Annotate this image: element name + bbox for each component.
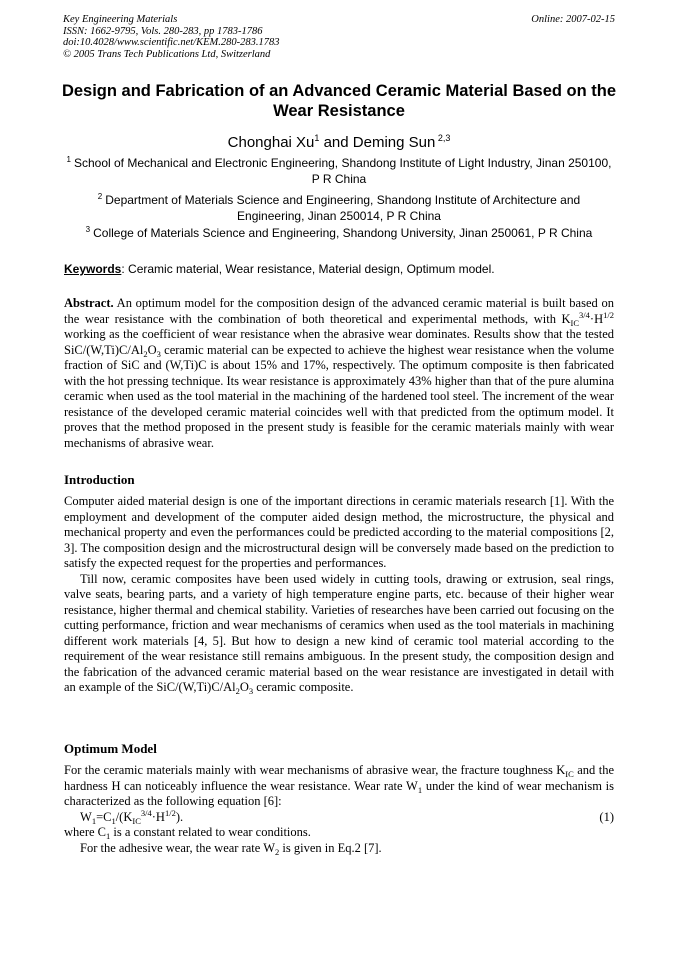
subscript: 1 [106, 831, 111, 841]
author-name: Deming Sun [352, 134, 436, 151]
eq-part: W [80, 809, 92, 824]
author-name: Chonghai Xu [227, 134, 315, 151]
affiliation-number: 2 [97, 192, 103, 201]
subscript: 1 [111, 815, 116, 826]
abstract-text: O [147, 342, 157, 357]
section-heading-introduction: Introduction [64, 472, 135, 487]
journal-name: Key Engineering Materials [63, 14, 178, 25]
optimum-model-body [64, 763, 614, 856]
section-heading-optimum-model: Optimum Model [64, 741, 157, 756]
keywords-text: Ceramic material, Wear resistance, Material design, Optimum model. [128, 262, 495, 276]
equation-1 [64, 807, 614, 826]
superscript: 3/4 [140, 807, 152, 818]
superscript: 3/4 [579, 309, 590, 320]
paragraph-text: is a constant related to wear conditions. [110, 825, 311, 839]
author-line [55, 133, 623, 153]
subscript: IC [132, 815, 141, 826]
author-affiliation-mark: 1 [314, 133, 320, 143]
journal-header [63, 14, 280, 60]
paragraph [64, 825, 614, 841]
subscript: 3 [156, 348, 161, 359]
paragraph-text: For the ceramic materials mainly with wear mechanisms of abrasive wear, the fracture toughness K [64, 763, 566, 777]
subscript: 2 [275, 846, 280, 857]
affiliation [64, 155, 614, 187]
paragraph-text: Till now, ceramic composites have been used widely in cutting tools, drawing or extrusion, seal rings, valve seats, bearing parts, and a variety of high temperature engine parts, etc. because of their higher wear resistance, higher thermal and chemical stability. Varieties of researches have been carried out focusing on the cutting performance, friction and wear mechanisms of ceramics when used as the tool materials in machining different work materials [4, 5]. But how to design a new kind of ceramic tool material according to the requirement of the wear resistance still remains ambiguous. In the present study, the composition design and the fabrication of the advanced ceramic material based on the wear resistance are investigated in detail with an example of the SiC/(W,Ti)C/Al [64, 571, 614, 694]
paragraph-text: and the hardness H can noticeably influence the wear resistance. Wear rate W [64, 763, 614, 793]
keywords-colon: : [121, 262, 129, 276]
keywords [64, 261, 614, 277]
abstract-text: An optimum model for the composition design of the advanced ceramic material is built based on the wear resistance with the combination of both theoretical and experimental methods, with K [64, 296, 614, 326]
paragraph [64, 572, 614, 696]
abstract [64, 296, 614, 451]
online-date: Online: 2007-02-15 [531, 14, 615, 25]
affiliation [64, 192, 614, 224]
affiliation [64, 225, 614, 241]
equation-number: (1) [599, 809, 614, 824]
paragraph-text: O [239, 680, 249, 694]
journal-copyright: © 2005 Trans Tech Publications Ltd, Switzerland [63, 48, 271, 60]
paragraph-text: For the adhesive wear, the wear rate W [80, 840, 276, 855]
eq-part: =C [96, 809, 112, 824]
author-affiliation-mark: 2,3 [435, 133, 451, 143]
eq-part: ). [175, 809, 184, 824]
paragraph-text: is given in Eq.2 [7]. [279, 840, 382, 855]
abstract-label: Abstract. [64, 296, 114, 310]
equation-expression [80, 807, 184, 826]
affiliation-number: 3 [85, 225, 91, 234]
paragraph-text: ceramic composite. [253, 680, 354, 694]
superscript: 1/2 [603, 309, 614, 320]
paragraph: Computer aided material design is one of the important directions in ceramic materials research [1]. With the employment and development of the computer aided design method, the microstructure, the physical and mechanical property and even the performances could be predicted according to the material compositions [2, 3]. The composition design and the microstructural design will be conversely made based on the prediction to satisfy the expected request for the properties and performances. [64, 494, 614, 570]
paragraph [64, 841, 614, 857]
affiliation-text: School of Mechanical and Electronic Engineering, Shandong Institute of Light Industry, Jinan 250100, P R China [73, 156, 612, 186]
introduction-body [64, 494, 614, 696]
affiliation-text: Department of Materials Science and Engineering, Shandong Institute of Architecture and Engineering, Jinan 250014, P R China [105, 193, 581, 223]
subscript: IC [565, 769, 574, 779]
keywords-label: Keywords [64, 262, 122, 276]
superscript: 1/2 [164, 807, 176, 818]
journal-doi: doi:10.4028/www.scientific.net/KEM.280-283.1783 [63, 37, 280, 48]
subscript: 2 [143, 348, 148, 359]
abstract-text: working as the coefficient of wear resistance when the abrasive wear dominates. Results show that the tested SiC/(W,Ti)C/Al [64, 327, 614, 357]
paragraph [64, 763, 614, 810]
journal-issn: ISSN: 1662-9795, Vols. 280-283, pp 1783-1786 [63, 25, 263, 37]
affiliation-number: 1 [66, 155, 71, 164]
paragraph-text: where C [64, 825, 106, 839]
paragraph-text: under the kind of wear mechanism is characterized as the following equation [6]: [64, 778, 614, 808]
eq-part: /(K [115, 809, 133, 824]
subscript: 3 [248, 686, 254, 696]
affiliation-text: College of Materials Science and Engineering, Shandong University, Jinan 250061, P R China [93, 226, 593, 240]
subscript: 1 [417, 784, 423, 795]
author-conjunction: and [319, 134, 353, 151]
paper-title: Design and Fabrication of an Advanced Ceramic Material Based on the Wear Resistance [61, 82, 617, 120]
abstract-text: ceramic material can be expected to achieve the highest wear resistance when the volume fraction of SiC and (W,Ti)C is about 15% and 17%, respectively. The optimum composite is then fabricated with the hot pressing technique. Its wear resistance is approximately 43% higher than that of the pure alumina ceramic when used as the tool material in the machining of the hardened tool steel. The increment of the wear resistance of the developed ceramic material coincides well with that predicted from the optimum model. It proves that the method proposed in the present study is feasible for the ceramic materials mainly with wear mechanisms of abrasive wear. [64, 342, 614, 450]
abstract-text: ·H [589, 311, 604, 326]
subscript: 2 [235, 686, 240, 696]
eq-part: ·H [151, 809, 165, 824]
subscript: 1 [91, 815, 97, 826]
subscript: IC [570, 317, 580, 328]
